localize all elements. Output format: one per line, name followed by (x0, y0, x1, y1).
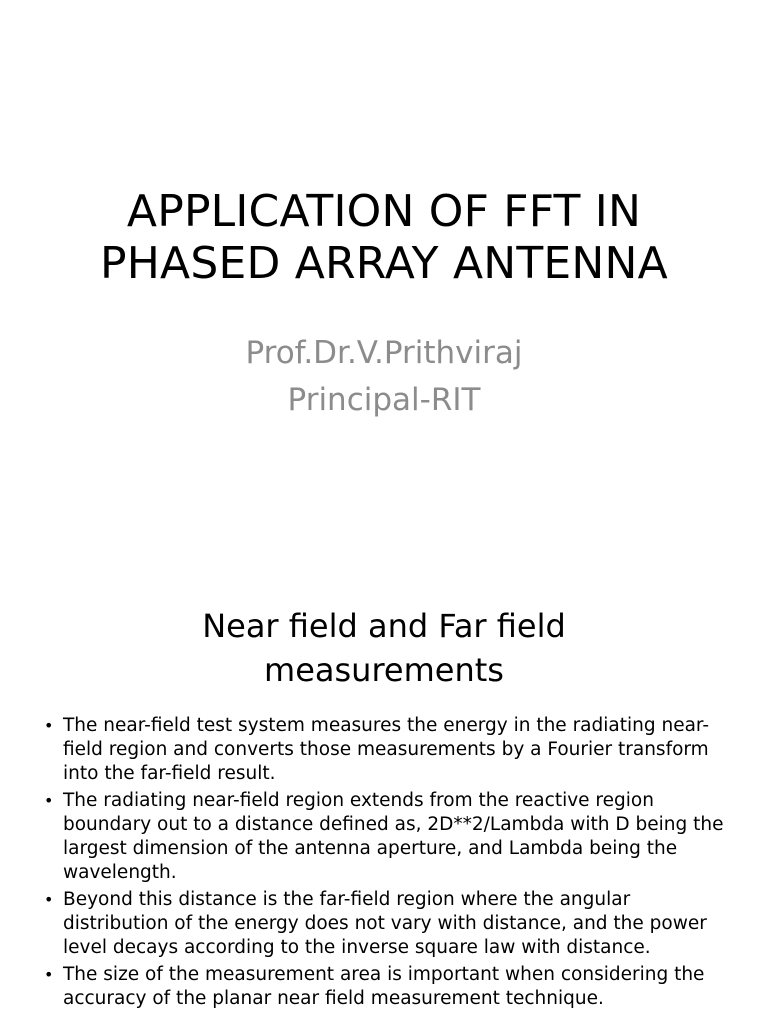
author-role: Principal-RIT (287, 382, 481, 418)
title-line-1: APPLICATION OF FFT IN (126, 186, 642, 237)
bullet-item (0, 714, 768, 786)
content-slide (0, 576, 768, 1024)
presentation-subtitle (0, 330, 768, 424)
bullet-item (0, 963, 768, 1011)
bullet-icon: • (44, 965, 54, 984)
bullet-text: The near-field test system measures the energy in the radiating near-field region and converts those measurements by a Fourier transform into the far-field result. (63, 715, 710, 784)
bullet-icon: • (44, 791, 54, 810)
bullet-text: Beyond this distance is the far-field region where the angular distribution of the energy does not vary with distance, and the power level decays according to the inverse square law with distance. (63, 889, 707, 958)
bullet-icon: • (44, 716, 54, 735)
bullet-icon: • (44, 890, 54, 909)
heading-line-1: Near field and Far field (202, 607, 566, 645)
bullet-list (0, 714, 768, 1014)
heading-line-2: measurements (264, 651, 504, 689)
presentation-title (0, 186, 768, 290)
bullet-item (0, 789, 768, 885)
bullet-text: The radiating near-field region extends from the reactive region boundary out to a distance defined as, 2D**2/Lambda with D being the largest dimension of the antenna aperture, and Lambda being the wavelength. (63, 790, 724, 883)
slide-heading (0, 604, 768, 692)
title-line-2: PHASED ARRAY ANTENNA (100, 238, 668, 289)
bullet-text: The size of the measurement area is important when considering the accuracy of the planar near field measurement technique. (63, 964, 705, 1009)
author-name: Prof.Dr.V.Prithviraj (245, 335, 523, 371)
bullet-item (0, 888, 768, 960)
